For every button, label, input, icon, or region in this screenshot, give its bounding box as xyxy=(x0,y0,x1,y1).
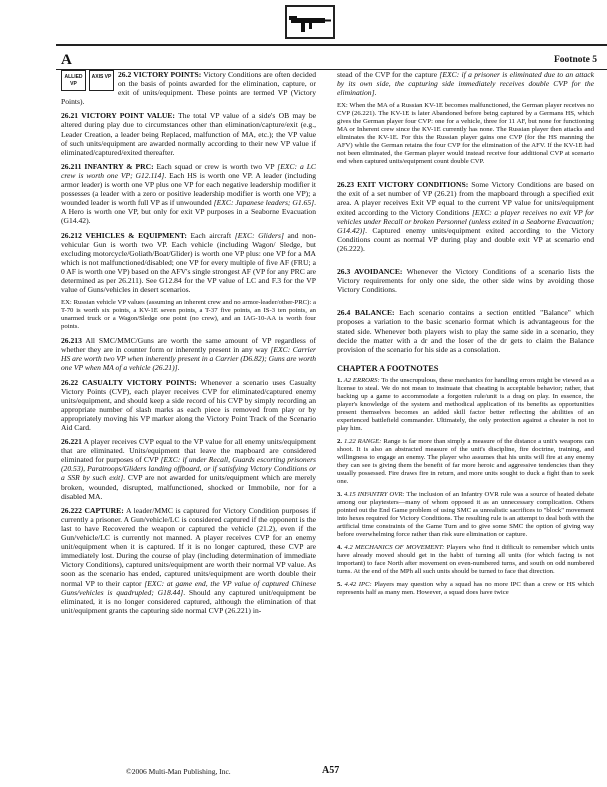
heading: 26.3 AVOIDANCE: xyxy=(337,267,403,277)
para-26-222 xyxy=(61,506,316,615)
header-rule xyxy=(56,44,607,46)
heading: 26.211 INFANTRY & PRC: xyxy=(61,161,154,171)
text: . CVP are not awarded for units/equipment which are merely broken, wounded, disrupted, malfunctioned, shocked or Immobile, nor for a disabled MA. xyxy=(61,473,316,501)
heading: 26.213 xyxy=(61,336,82,346)
heading: 26.4 BALANCE: xyxy=(337,308,395,318)
fn-text: Players may question why a squad has no more IPC than a crew or HS which represents half as many men. However, a squad does have twice xyxy=(337,580,595,596)
text: Some Victory Conditions are based on the exit of a set number of VP (26.21) from the mapboard through a specified exit area. A player receives Exit VP equal to the current VP value for units/equipment exited according to the Victory Conditions xyxy=(337,180,595,217)
heading: 26.212 VEHICLES & EQUIPMENT: xyxy=(61,230,187,240)
fn-number: 5. xyxy=(337,580,343,588)
para-26-221 xyxy=(61,437,316,501)
weapon-logo-box xyxy=(285,5,335,39)
para-26-21 xyxy=(61,111,316,156)
section-letter: A xyxy=(61,52,72,68)
example-kv1e: EX: When the MA of a Russian KV-1E becomes malfunctioned, the German player receives no CVP (26.221). The KV-1E is later Abandoned before being captured by a Germans HS, which gives the German player four CVP: one for a vehicle, three for 11 AF, but none for functioning MA or Inherent crew since the KV-1E currently has none. The Russian player then attacks and eliminates the KV-1E. For this the Russian player gains one CVP (for the HS manning the AFV) while the German retains the four CVP for the elimination of the AFV. If the KV-1E had not been eliminated, the German player would instead receive four additional CVP at scenario end when captured units/equipment count double CVP. xyxy=(337,102,594,166)
exception: [EXC: a player receives no exit VP for vehicles under Recall or broken Personnel (unless exited in a Seaborne Evacuation; G14.42)] xyxy=(337,207,594,235)
fn-number: 3. xyxy=(337,490,343,498)
para-capture-cont xyxy=(337,70,594,97)
heading: 26.221 xyxy=(61,437,82,447)
para-26-212 xyxy=(61,231,316,295)
exception: [EXC: at game end, the VP value of captured Chinese Guns/vehicles is quadrupled; G18.44] xyxy=(61,578,316,597)
para-26-23 xyxy=(337,180,594,253)
exception: [EXC: Japanese leaders; G1.65] xyxy=(213,198,315,208)
text: stead of the CVP for the capture xyxy=(337,70,440,79)
text: and non-vehicular Gun is worth two VP. Each vehicle (including Wagon/ Sledge, but excluding motorcycle/Goliath/Boat/Glider) is worth one VP plus: one VP for a MA which is not malfunctioned/disabled; one VP for every multiple of five AF (FRU; a 0 AF is worth one VP) based on the AFV's single strongest AF (VP for any PRC are determined as per 26.211). See G12.84 for the VP value of LC and F.3 for the VP value of Guns/vehicles in desert scenarios. xyxy=(61,230,316,295)
fn-heading: 4.2 MECHANICS OF MOVEMENT: xyxy=(342,543,445,551)
axis-vp-badge: AXIS VP xyxy=(89,70,114,91)
text: . Each HS is worth one VP. A leader (including armor leader) is worth one VP plus one VP for each negative leadership modifier it possesses (a leader with a zero or positive leadership modifier is worth one VP); a wounded leader is worth full VP as if unwounded xyxy=(61,170,316,208)
allied-vp-badge: ALLIED VP xyxy=(61,70,86,91)
fn-number: 4. xyxy=(337,543,343,551)
footnote-1 xyxy=(337,377,594,433)
text: All SMC/MMC/Guns are worth the same amount of VP regardless of whether they are in counter form or inherently present in any way xyxy=(61,336,316,355)
footnote-5 xyxy=(337,581,594,597)
footnote-3 xyxy=(337,491,594,539)
heading: 26.22 CASUALTY VICTORY POINTS: xyxy=(61,377,197,387)
text: . A Hero is worth one VP, but only for exit VP purposes in a Seaborne Evacuation (G14.42). xyxy=(61,198,317,226)
text: . Captured enemy units/equipment exited according to the Victory Conditions count as normal VP during play and double exit VP at scenario end (26.222). xyxy=(337,225,594,253)
text: Victory Conditions are often decided on the basis of points awarded for the elimination, capture, or exit of units/equipment. These points are termed VP (Victory Points). xyxy=(61,70,316,107)
fn-text: To the unscrupulous, these mechanics for handling errors might be viewed as a license to steal. We do not mean to insinuate that cheating is acceptable behavior; rather, that backing up a game to accommodate a forgotten rule/unit is a drag on play. In essence, the player's knowledge of the system and methodical application of its benefits as opportunities present themselves becomes an added skill factor better reflecting the abilities of an experienced battlefield commander. Ultimately, the only protection against a cheater is not to play him. xyxy=(337,376,594,432)
text: A leader/MMC is captured for Victory Condition purposes if currently a prisoner. A Gun/vehicle/LC is considered captured if the opponent is the last to have Recovered the weapon or captured the vehicle (21.2), even if the Gun/vehicle/LC is currently not manned. A player receives CVP for an enemy unit/equipment when it is captured. If it is no longer captured, these CVP are immediately lost. During the course of play (including determination of immediate Victory Conditions), captured units/equipment are worth their normal VP value. As soon as the scenario has ended, captured units/equipment are worth double their normal VP to their captor xyxy=(61,505,316,588)
chapter-footnotes-heading: CHAPTER A FOOTNOTES xyxy=(337,363,439,373)
exception: [EXC: if a prisoner is eliminated due to an attack by its own side, the capturing side immediately receives double CVP for the elimination] xyxy=(337,70,594,98)
text: Each aircraft xyxy=(186,230,235,240)
heading: 26.21 VICTORY POINT VALUE: xyxy=(61,111,175,121)
exception: [EXC: a LC crew is worth one VP; G12.114] xyxy=(61,161,316,180)
text: Each scenario contains a section entitled "Balance" which proposes a variation to the basic scenario format which is advantageous for the stated side. Whenever both players wish to play the same side in a scenario, they decide the matter with a dr and the loser of the dr gets to claim the Balance provision of the scenario for his side as a consolation. xyxy=(337,308,594,354)
para-26-2 xyxy=(61,70,316,106)
fn-heading: 4.42 IPC: xyxy=(342,580,372,588)
footnote-2 xyxy=(337,438,594,486)
fn-heading: A2 ERRORS: xyxy=(342,376,380,384)
text: Each squad or crew is worth two VP xyxy=(153,161,278,171)
vp-badges xyxy=(61,70,114,91)
text: Whenever a scenario uses Casualty Victory Points (CVP), each player receives CVP for eliminated/captured enemy units/equipment, and should keep a side record of his CVP by simply recording an appropriate number of slash marks as each piece is removed from play or by appropriately moving his VP marker along the Victory Point Track of the Scenario Aid Card. xyxy=(61,377,317,432)
fn-text: Players who find it difficult to remember which units have already moved should get in the habit of turning all units (for which facing is not important) to face North after movement on even-numbered turns, and south on odd numbered turns. At the end of the MPh all such units should be turned to face that direction. xyxy=(337,543,594,575)
fn-heading: 4.15 INFANTRY OVR: xyxy=(342,490,405,498)
para-26-3 xyxy=(337,267,594,294)
text: . xyxy=(374,88,377,98)
footnote-4 xyxy=(337,544,594,576)
exception: [EXC: if under Recall, Guards escorting prisoners (20.53), Paratroops/Gliders landing offboard, or if satisfying Victory Conditions or a SSR by such exit] xyxy=(61,455,317,483)
para-26-213 xyxy=(61,336,316,372)
text: . xyxy=(177,363,180,373)
example-russian-vp: EX: Russian vehicle VP values (assuming an inherent crew and no armor-leader/other-PRC): a T-70 is worth six points, a KV-1E seven points, a T-37 five points, an IS-3 ten points, an unarmed truck or a Wagon/Sledge one point (no crew), and an IAG-10-AA is worth four points. xyxy=(61,299,316,331)
text: A player receives CVP equal to the VP value for all enemy units/equipment that are eliminated. Units/equipment that leave the mapboard are considered eliminated for purposes of CVP xyxy=(61,437,316,465)
para-26-4 xyxy=(337,308,594,353)
para-26-211 xyxy=(61,162,316,226)
page-number: A57 xyxy=(322,765,340,776)
heading: 26.2 VICTORY POINTS: xyxy=(118,70,202,79)
fn-text: Range is far more than simply a measure of the distance a unit's weapons can shoot. It is also an abstracted measure of the unit's discipline, fire doctrine, training, and willingness to engage an enemy. The player who assumes that his units will fire at any enemy they can see is giving them the benefit of far more heroic and aggressive tendencies than they usually possessed. Fire draws fire in return, and more units sought to duck a fight than to seek one. xyxy=(337,437,594,485)
submachine-gun-icon xyxy=(287,7,333,37)
text: The total VP value of a side's OB may be altered during play due to circumstances other than elimination/capture/exit (e.g., Leader Creation, a leader being Replaced, malfunction of MA, etc.); the VP value of such units/equipment are awarded normally according to their new VP value if eliminated/captured/exited thereafter. xyxy=(61,111,316,157)
para-26-22 xyxy=(61,378,316,433)
right-column xyxy=(337,70,594,602)
fn-number: 2. xyxy=(337,437,343,445)
fn-number: 1. xyxy=(337,376,343,384)
footnote-title: Footnote 5 xyxy=(553,55,597,65)
heading: 26.222 CAPTURE: xyxy=(61,505,124,515)
text: . Should any captured unit/equipment be eliminated, it is no longer considered captured, although the elimination of that unit/equipment grants the capturing side normal CVP (26.221) in- xyxy=(61,587,316,615)
exception: [EXC: Carrier HS are worth two VP when inherently present in a Carrier (D6.82); Guns are worth one VP when MA of a vehicle (26.21)] xyxy=(61,345,317,373)
copyright: ©2006 Multi-Man Publishing, Inc. xyxy=(126,767,231,776)
exception: [EXC: Gliders] xyxy=(234,230,284,240)
heading: 26.23 EXIT VICTORY CONDITIONS: xyxy=(337,180,469,190)
text: Whenever the Victory Conditions of a scenario lists the Victory requirements for only one side, the other side wins by avoiding those Victory Conditions. xyxy=(337,267,595,295)
left-column xyxy=(61,70,316,620)
fn-text: The inclusion of an Infantry OVR rule was a source of heated debate among our playtesters—many of whom opposed it as an unnecessary complication. Others pointed out the End Game problem of using SMC as unrealistic sacrifices to "block" movement into hexes required for Victory Conditions. The resulting rule is an attempt to deal both with the artificial time constraints of the Game Turn and to give some SMC the option of giving way before overwhelming force rather than risk sure elimination or capture. xyxy=(337,490,594,538)
fn-heading: 1.22 RANGE: xyxy=(342,437,382,445)
